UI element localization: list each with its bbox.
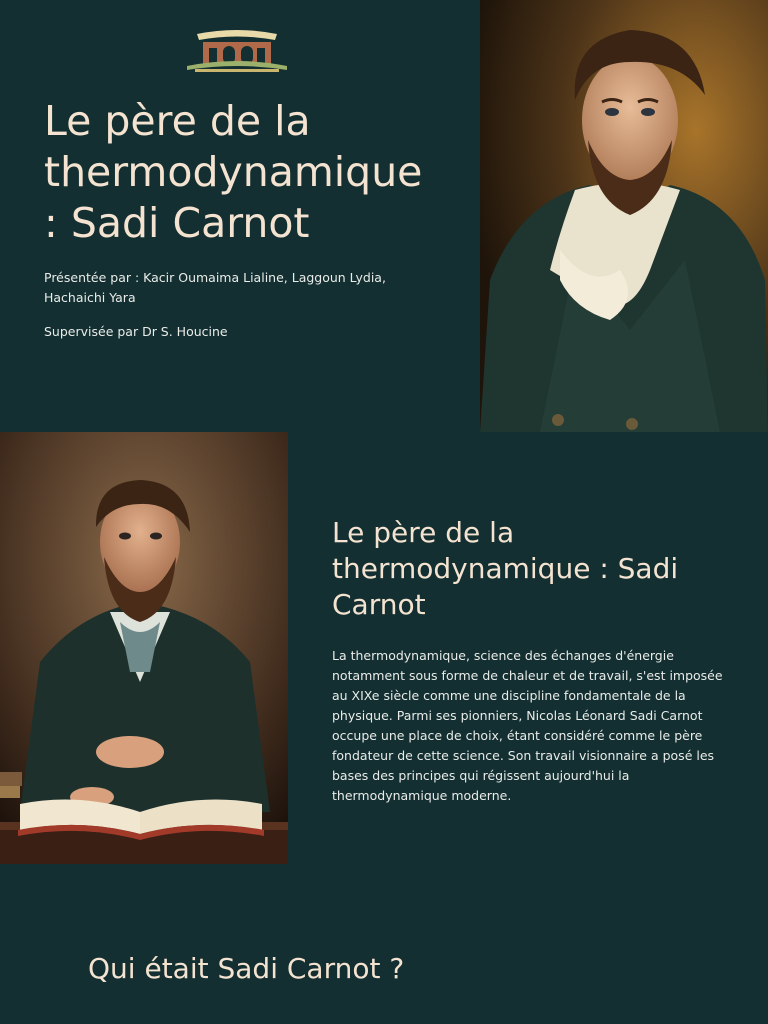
next-section-title: Qui était Sadi Carnot ? <box>88 952 405 985</box>
portrait-image-top <box>480 0 768 432</box>
presenters-text: Présentée par : Kacir Oumaima Lialine, Laggoun Lydia, Hachaichi Yara <box>44 270 386 305</box>
university-logo-icon <box>183 28 291 74</box>
section-title: Le père de la thermodynamique : Sadi Carnot <box>332 516 679 621</box>
page-title: Le père de la thermodynamique : Sadi Carnot <box>44 97 423 247</box>
section-body-text: La thermodynamique, science des échanges d'énergie notamment sous forme de chaleur et de travail, s'est imposée au XIXe siècle comme une discipline fondamentale de la physique. Parmi ses pionniers, Nicolas Léonard Sadi Carnot occupe une place de choix, étant considéré comme le père fondateur de cette science. Son travail visionnaire a posé les bases des principes qui régissent aujourd'hui la thermodynamique moderne. <box>332 648 723 803</box>
portrait-image-bottom <box>0 432 288 864</box>
supervisor-text: Supervisée par Dr S. Houcine <box>44 324 228 339</box>
